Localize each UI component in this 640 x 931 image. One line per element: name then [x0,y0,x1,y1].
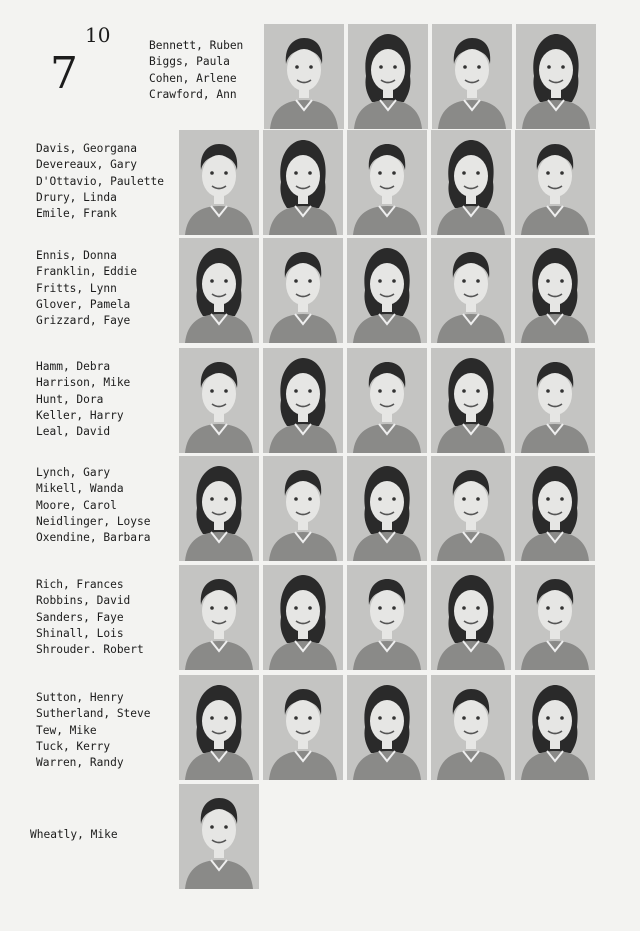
student-photo [263,565,343,670]
student-photo [431,238,511,343]
page-number: 10 [85,23,111,47]
student-name: Harrison, Mike [36,376,131,390]
student-name: Glover, Pamela [36,297,131,311]
student-photo [432,24,512,129]
name-list [36,141,164,222]
student-photo [431,130,511,235]
student-photo [515,348,595,453]
student-photo [179,348,259,453]
student-photo [179,784,259,889]
student-photo [179,238,259,343]
student-name: Keller, Harry [36,408,124,422]
student-name: Shrouder. Robert [36,643,144,657]
student-name: Robbins, David [36,594,131,608]
student-photo [179,565,259,670]
student-name: Sutton, Henry [36,691,124,704]
student-name: Tuck, Kerry [36,739,111,753]
student-photo [179,456,259,561]
student-photo [179,130,259,235]
student-name: Sanders, Faye [36,610,124,624]
student-name: Cohen, Arlene [149,71,237,85]
student-photo [516,24,596,129]
student-name: Lynch, Gary [36,466,111,479]
student-name: Neidlinger, Loyse [36,514,151,528]
student-photo [515,456,595,561]
student-photo [347,348,427,453]
student-name: Hunt, Dora [36,392,104,406]
student-photo [347,565,427,670]
student-name: Wheatly, Mike [30,828,118,841]
student-photo [347,130,427,235]
student-name: D'Ottavio, Paulette [36,174,164,188]
student-name: Shinall, Lois [36,626,124,640]
student-photo [431,456,511,561]
grade-heading: 7 [50,48,78,99]
student-photo [431,565,511,670]
student-name: Crawford, Ann [149,87,237,101]
student-name: Mikell, Wanda [36,482,124,496]
name-list [36,359,130,440]
student-photo [263,238,343,343]
student-photo [515,238,595,343]
student-name: Ennis, Donna [36,249,117,262]
student-photo [263,130,343,235]
student-name: Tew, Mike [36,723,97,737]
student-name: Warren, Randy [36,756,124,770]
student-name: Moore, Carol [36,498,117,512]
student-name: Drury, Linda [36,190,117,204]
student-name: Bennett, Ruben [149,39,244,52]
student-photo [264,24,344,129]
student-name: Rich, Frances [36,578,124,591]
student-name: Oxendine, Barbara [36,531,151,545]
student-photo [515,675,595,780]
name-list [36,577,144,658]
student-name: Leal, David [36,425,111,439]
student-photo [347,238,427,343]
name-list [36,248,137,329]
student-name: Biggs, Paula [149,55,230,69]
student-photo [515,565,595,670]
student-name: Sutherland, Steve [36,707,151,721]
student-photo [348,24,428,129]
student-photo [431,675,511,780]
student-photo [347,456,427,561]
student-name: Davis, Georgana [36,142,138,155]
student-photo [347,675,427,780]
student-name: Fritts, Lynn [36,281,117,295]
name-list [30,827,118,843]
student-photo [515,130,595,235]
name-list [36,690,151,771]
name-list [36,465,151,546]
student-name: Devereaux, Gary [36,158,138,172]
student-name: Grizzard, Faye [36,314,131,328]
student-photo [431,348,511,453]
name-list [149,38,243,103]
student-photo [263,456,343,561]
student-name: Emile, Frank [36,207,117,221]
student-photo [263,348,343,453]
student-photo [179,675,259,780]
student-photo [263,675,343,780]
student-name: Hamm, Debra [36,360,111,373]
student-name: Franklin, Eddie [36,265,138,279]
